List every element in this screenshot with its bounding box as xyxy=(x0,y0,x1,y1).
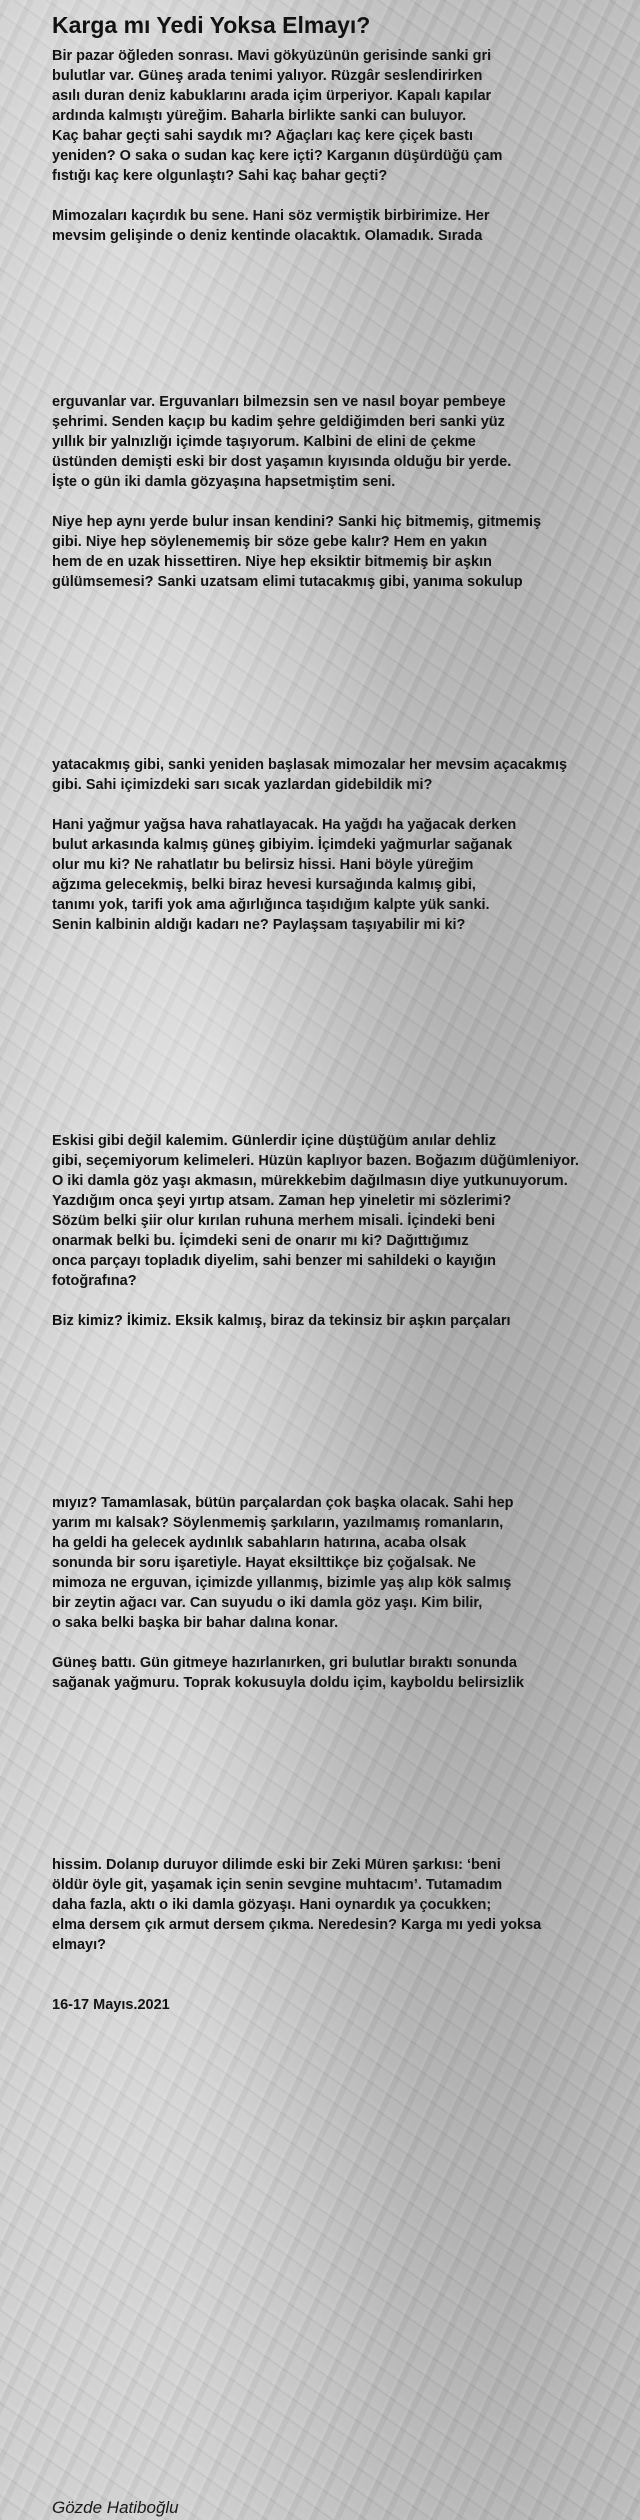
text-line: yarım mı kalsak? Söylenmemiş şarkıların, yazılmamış romanların, xyxy=(52,1515,504,1531)
text-line: mimoza ne erguvan, içimizde yıllanmış, bizimle yaş alıp kök salmış xyxy=(52,1575,512,1591)
text-line: Senin kalbinin aldığı kadarı ne? Paylaşsam taşıyabilir mi ki? xyxy=(52,917,466,933)
text-line: onarmak belki bu. İçimdeki seni de onarır mı ki? Dağıttığımız xyxy=(52,1233,469,1249)
text-line: fıstığı kaç kere olgunlaştı? Sahi kaç bahar geçti? xyxy=(52,168,388,184)
text-line: Güneş battı. Gün gitmeye hazırlanırken, gri bulutlar bıraktı sonunda xyxy=(52,1655,517,1671)
poem-title: Karga mı Yedi Yoksa Elmayı? xyxy=(52,12,371,38)
text-line: yıllık bir yalnızlığı içimde taşıyorum. Kalbini de elini de çekme xyxy=(52,434,476,450)
text-line: ha geldi ha gelecek aydınlık sabahların hatırına, acaba olsak xyxy=(52,1535,467,1551)
text-line: elmayı? xyxy=(52,1937,106,1953)
text-line: hissim. Dolanıp duruyor dilimde eski bir Zeki Müren şarkısı: ‘beni xyxy=(52,1857,501,1873)
text-line: yatacakmış gibi, sanki yeniden başlasak mimozalar her mevsim açacakmış xyxy=(52,757,568,773)
text-line: Niye hep aynı yerde bulur insan kendini? Sanki hiç bitmemiş, gitmemiş xyxy=(52,514,542,530)
text-line: gülümsemesi? Sanki uzatsam elimi tutacakmış gibi, yanıma sokulup xyxy=(52,574,523,590)
text-line: üstünden demişti eski bir dost yaşamın kıyısında olduğu bir yerde. xyxy=(52,454,512,470)
text-line: gibi, seçemiyorum kelimeleri. Hüzün kaplıyor bazen. Boğazım düğümleniyor. xyxy=(52,1153,579,1169)
text-line: Bir pazar öğleden sonrası. Mavi gökyüzünün gerisinde sanki gri xyxy=(52,48,492,64)
text-line: Hani yağmur yağsa hava rahatlayacak. Ha yağdı ha yağacak derken xyxy=(52,817,517,833)
text-line: asılı duran deniz kabuklarını arada içim ürperiyor. Kapalı kapılar xyxy=(52,88,492,104)
text-line: hem de en uzak hissettiren. Niye hep eksiktir bitmemiş bir aşkın xyxy=(52,554,492,570)
text-line: tanımı yok, tarifi yok ama ağırlığınca taşıdığım kalpte yük sanki. xyxy=(52,897,490,913)
text-line: mıyız? Tamamlasak, bütün parçalardan çok başka olacak. Sahi hep xyxy=(52,1495,514,1511)
text-line: şehrimi. Senden kaçıp bu kadim şehre geldiğimden beri sanki yüz xyxy=(52,414,505,430)
text-line: Biz kimiz? İkimiz. Eksik kalmış, biraz da tekinsiz bir aşkın parçaları xyxy=(52,1313,511,1329)
text-line: gibi. Sahi içimizdeki sarı sıcak yazlardan gidebildik mi? xyxy=(52,777,433,793)
text-line: Yazdığım onca şeyi yırtıp atsam. Zaman hep yineletir mi sözlerimi? xyxy=(52,1193,512,1209)
text-line: fotoğrafına? xyxy=(52,1273,137,1289)
text-line: olur mu ki? Ne rahatlatır bu belirsiz hissi. Hani böyle yüreğim xyxy=(52,857,474,873)
text-line: onca parçayı topladık diyelim, sahi benzer mi sahildeki o kayığın xyxy=(52,1253,497,1269)
text-line: öldür öyle git, yaşamak için senin sevgine muhtacım’. Tutamadım xyxy=(52,1877,503,1893)
text-line: bulut arkasında kalmış güneş gibiyim. İçimdeki yağmurlar sağanak xyxy=(52,837,513,853)
text-line: bulutlar var. Güneş arada tenimi yalıyor. Rüzgâr seslendirirken xyxy=(52,68,483,84)
text-line: elma dersem çık armut dersem çıkma. Neredesin? Karga mı yedi yoksa xyxy=(52,1917,542,1933)
text-line: sağanak yağmuru. Toprak kokusuyla doldu içim, kayboldu belirsizlik xyxy=(52,1675,524,1691)
author-signature: Gözde Hatiboğlu xyxy=(52,2498,179,2517)
text-line: erguvanlar var. Erguvanları bilmezsin sen ve nasıl boyar pembeye xyxy=(52,394,506,410)
text-line: Eskisi gibi değil kalemim. Günlerdir içine düştüğüm anılar dehliz xyxy=(52,1133,496,1149)
text-line: Kaç bahar geçti sahi saydık mı? Ağaçları kaç kere çiçek bastı xyxy=(52,128,473,144)
text-line: daha fazla, aktı o iki damla gözyaşı. Hani oynardık ya çocukken; xyxy=(52,1897,492,1913)
text-line: o saka belki başka bir bahar dalına konar. xyxy=(52,1615,339,1631)
text-line: Mimozaları kaçırdık bu sene. Hani söz vermiştik birbirimize. Her xyxy=(52,208,490,224)
text-line: ardında kalmıştı yüreğim. Baharla birlikte sanki can buluyor. xyxy=(52,108,467,124)
text-line: bir zeytin ağacı var. Can suyudu o iki damla göz yaşı. Kim bilir, xyxy=(52,1595,483,1611)
date-line: 16-17 Mayıs.2021 xyxy=(52,1997,170,2013)
text-line: O iki damla göz yaşı akmasın, mürekkebim dağılmasın diye yutkunuyorum. xyxy=(52,1173,568,1189)
text-line: Sözüm belki şiir olur kırılan ruhuna merhem misali. İçindeki beni xyxy=(52,1213,496,1229)
text-line: mevsim gelişinde o deniz kentinde olacaktık. Olamadık. Sırada xyxy=(52,228,483,244)
text-line: sonunda bir soru işaretiyle. Hayat eksilttikçe biz çoğalsak. Ne xyxy=(52,1555,476,1571)
text-line: ağzıma gelecekmiş, belki biraz hevesi kursağında kalmış gibi, xyxy=(52,877,476,893)
text-line: İşte o gün iki damla gözyaşına hapsetmiştim seni. xyxy=(52,474,396,490)
text-line: gibi. Niye hep söylenememiş bir söze gebe kalır? Hem en yakın xyxy=(52,534,488,550)
text-line: yeniden? O saka o sudan kaç kere içti? Karganın düşürdüğü çam xyxy=(52,148,503,164)
